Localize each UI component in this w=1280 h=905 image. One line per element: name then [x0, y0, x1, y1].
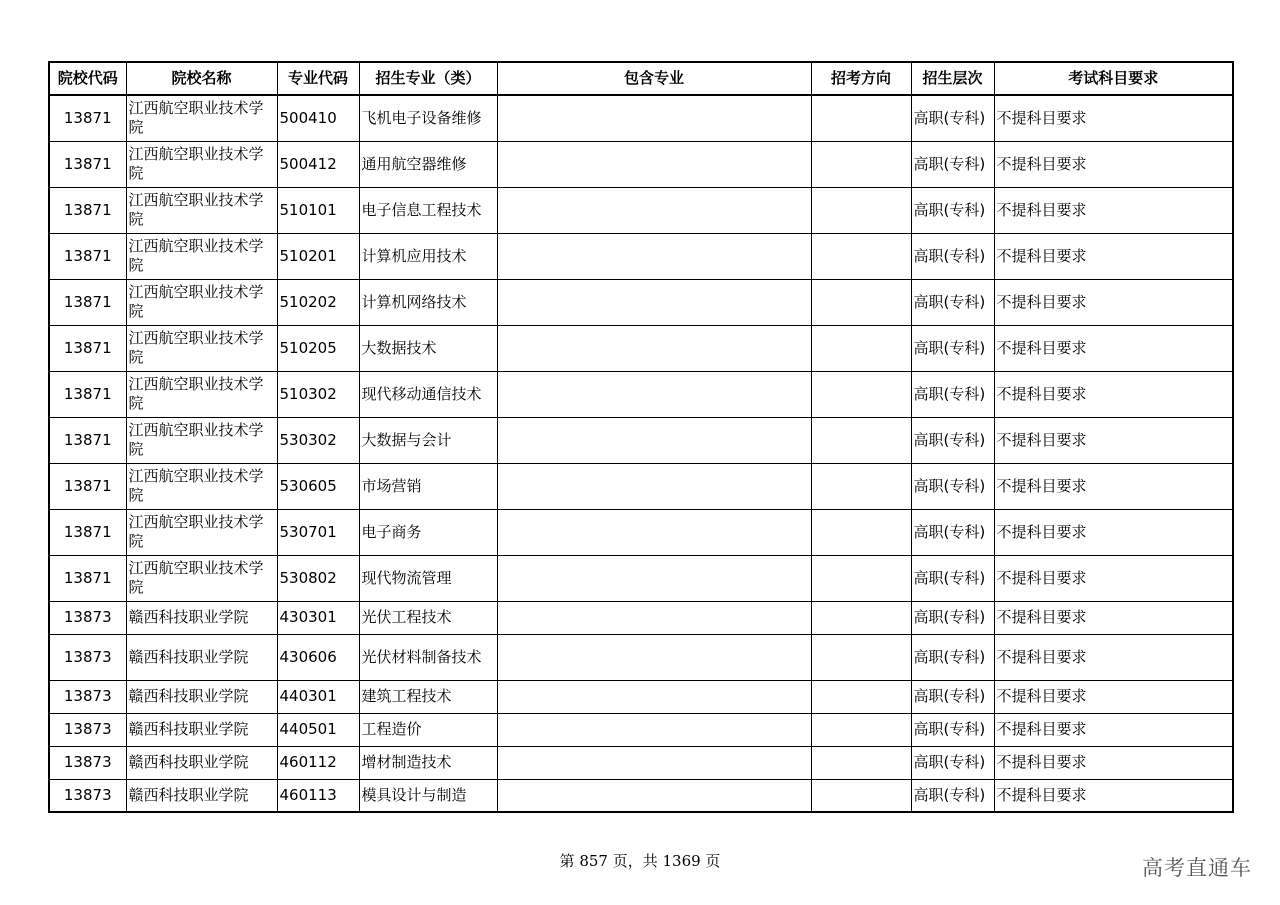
included-majors-cell [497, 325, 811, 371]
table-row [49, 680, 1233, 713]
included-majors-cell [497, 634, 811, 680]
level-cell: 高职(专科) [911, 463, 994, 509]
school-code-cell: 13871 [49, 463, 126, 509]
major-code-cell: 460113 [277, 779, 359, 812]
major-cell: 电子商务 [359, 509, 497, 555]
direction-cell [811, 463, 911, 509]
school-name-cell: 江西航空职业技术学院 [126, 325, 277, 371]
included-majors-cell [497, 187, 811, 233]
school-code-cell: 13871 [49, 95, 126, 141]
level-cell: 高职(专科) [911, 371, 994, 417]
requirement-cell: 不提科目要求 [994, 141, 1233, 187]
included-majors-cell [497, 746, 811, 779]
included-majors-cell [497, 509, 811, 555]
school-code-cell: 13871 [49, 141, 126, 187]
school-code-cell: 13871 [49, 233, 126, 279]
major-code-cell: 510201 [277, 233, 359, 279]
requirement-cell: 不提科目要求 [994, 325, 1233, 371]
requirement-cell: 不提科目要求 [994, 779, 1233, 812]
major-cell: 光伏工程技术 [359, 601, 497, 634]
included-majors-cell [497, 141, 811, 187]
level-cell: 高职(专科) [911, 95, 994, 141]
header-direction: 招考方向 [811, 62, 911, 95]
level-cell: 高职(专科) [911, 325, 994, 371]
table-row [49, 279, 1233, 325]
direction-cell [811, 187, 911, 233]
major-code-cell: 510205 [277, 325, 359, 371]
direction-cell [811, 371, 911, 417]
school-code-cell: 13873 [49, 779, 126, 812]
school-code-cell: 13873 [49, 680, 126, 713]
requirement-cell: 不提科目要求 [994, 746, 1233, 779]
requirement-cell: 不提科目要求 [994, 509, 1233, 555]
school-name-cell: 江西航空职业技术学院 [126, 279, 277, 325]
school-code-cell: 13873 [49, 713, 126, 746]
school-name-cell: 赣西科技职业学院 [126, 601, 277, 634]
requirement-cell: 不提科目要求 [994, 713, 1233, 746]
school-code-cell: 13871 [49, 325, 126, 371]
major-cell: 市场营销 [359, 463, 497, 509]
major-code-cell: 500412 [277, 141, 359, 187]
included-majors-cell [497, 601, 811, 634]
direction-cell [811, 779, 911, 812]
level-cell: 高职(专科) [911, 746, 994, 779]
table-row [49, 634, 1233, 680]
included-majors-cell [497, 779, 811, 812]
major-cell: 计算机网络技术 [359, 279, 497, 325]
school-code-cell: 13873 [49, 601, 126, 634]
requirement-cell: 不提科目要求 [994, 371, 1233, 417]
table-row [49, 463, 1233, 509]
table-row [49, 95, 1233, 141]
direction-cell [811, 325, 911, 371]
direction-cell [811, 634, 911, 680]
level-cell: 高职(专科) [911, 680, 994, 713]
direction-cell [811, 601, 911, 634]
school-code-cell: 13871 [49, 279, 126, 325]
included-majors-cell [497, 463, 811, 509]
major-cell: 大数据技术 [359, 325, 497, 371]
header-major-code: 专业代码 [277, 62, 359, 95]
header-row [49, 62, 1233, 95]
table-row [49, 746, 1233, 779]
major-cell: 飞机电子设备维修 [359, 95, 497, 141]
major-code-cell: 510101 [277, 187, 359, 233]
major-code-cell: 530701 [277, 509, 359, 555]
level-cell: 高职(专科) [911, 187, 994, 233]
direction-cell [811, 680, 911, 713]
major-code-cell: 530605 [277, 463, 359, 509]
requirement-cell: 不提科目要求 [994, 187, 1233, 233]
table-row [49, 555, 1233, 601]
major-cell: 增材制造技术 [359, 746, 497, 779]
direction-cell [811, 279, 911, 325]
direction-cell [811, 713, 911, 746]
requirement-cell: 不提科目要求 [994, 95, 1233, 141]
header-school-code: 院校代码 [49, 62, 126, 95]
major-code-cell: 440501 [277, 713, 359, 746]
direction-cell [811, 555, 911, 601]
included-majors-cell [497, 279, 811, 325]
included-majors-cell [497, 233, 811, 279]
school-name-cell: 江西航空职业技术学院 [126, 371, 277, 417]
major-code-cell: 510202 [277, 279, 359, 325]
school-name-cell: 江西航空职业技术学院 [126, 417, 277, 463]
major-cell: 大数据与会计 [359, 417, 497, 463]
school-code-cell: 13871 [49, 417, 126, 463]
table-row [49, 233, 1233, 279]
school-code-cell: 13871 [49, 509, 126, 555]
school-code-cell: 13873 [49, 746, 126, 779]
level-cell: 高职(专科) [911, 634, 994, 680]
school-name-cell: 赣西科技职业学院 [126, 713, 277, 746]
school-name-cell: 江西航空职业技术学院 [126, 187, 277, 233]
school-name-cell: 赣西科技职业学院 [126, 680, 277, 713]
direction-cell [811, 95, 911, 141]
level-cell: 高职(专科) [911, 233, 994, 279]
requirement-cell: 不提科目要求 [994, 279, 1233, 325]
level-cell: 高职(专科) [911, 279, 994, 325]
school-name-cell: 赣西科技职业学院 [126, 779, 277, 812]
header-school-name: 院校名称 [126, 62, 277, 95]
page-number: 第 857 页，共 1369 页 [559, 852, 721, 870]
requirement-cell: 不提科目要求 [994, 233, 1233, 279]
major-code-cell: 530302 [277, 417, 359, 463]
header-major: 招生专业（类） [359, 62, 497, 95]
table-row [49, 601, 1233, 634]
school-name-cell: 江西航空职业技术学院 [126, 509, 277, 555]
table-row [49, 371, 1233, 417]
requirement-cell: 不提科目要求 [994, 463, 1233, 509]
header-requirement: 考试科目要求 [994, 62, 1233, 95]
school-code-cell: 13873 [49, 634, 126, 680]
major-code-cell: 500410 [277, 95, 359, 141]
direction-cell [811, 233, 911, 279]
school-name-cell: 赣西科技职业学院 [126, 746, 277, 779]
included-majors-cell [497, 555, 811, 601]
major-code-cell: 430606 [277, 634, 359, 680]
direction-cell [811, 417, 911, 463]
level-cell: 高职(专科) [911, 555, 994, 601]
school-name-cell: 江西航空职业技术学院 [126, 555, 277, 601]
school-code-cell: 13871 [49, 555, 126, 601]
level-cell: 高职(专科) [911, 417, 994, 463]
level-cell: 高职(专科) [911, 141, 994, 187]
school-code-cell: 13871 [49, 371, 126, 417]
watermark: 高考直通车 [1142, 856, 1252, 880]
header-included-majors: 包含专业 [497, 62, 811, 95]
major-cell: 电子信息工程技术 [359, 187, 497, 233]
level-cell: 高职(专科) [911, 509, 994, 555]
major-cell: 现代移动通信技术 [359, 371, 497, 417]
school-name-cell: 江西航空职业技术学院 [126, 95, 277, 141]
level-cell: 高职(专科) [911, 713, 994, 746]
school-name-cell: 江西航空职业技术学院 [126, 233, 277, 279]
requirement-cell: 不提科目要求 [994, 555, 1233, 601]
major-cell: 光伏材料制备技术 [359, 634, 497, 680]
included-majors-cell [497, 713, 811, 746]
major-code-cell: 440301 [277, 680, 359, 713]
requirement-cell: 不提科目要求 [994, 680, 1233, 713]
table-row [49, 325, 1233, 371]
school-name-cell: 赣西科技职业学院 [126, 634, 277, 680]
direction-cell [811, 509, 911, 555]
school-name-cell: 江西航空职业技术学院 [126, 141, 277, 187]
included-majors-cell [497, 417, 811, 463]
requirement-cell: 不提科目要求 [994, 417, 1233, 463]
school-name-cell: 江西航空职业技术学院 [126, 463, 277, 509]
requirement-cell: 不提科目要求 [994, 601, 1233, 634]
table-row [49, 509, 1233, 555]
major-cell: 工程造价 [359, 713, 497, 746]
major-cell: 现代物流管理 [359, 555, 497, 601]
major-cell: 模具设计与制造 [359, 779, 497, 812]
included-majors-cell [497, 95, 811, 141]
included-majors-cell [497, 680, 811, 713]
level-cell: 高职(专科) [911, 779, 994, 812]
included-majors-cell [497, 371, 811, 417]
table-row [49, 713, 1233, 746]
major-code-cell: 510302 [277, 371, 359, 417]
major-code-cell: 530802 [277, 555, 359, 601]
header-level: 招生层次 [911, 62, 994, 95]
direction-cell [811, 746, 911, 779]
requirement-cell: 不提科目要求 [994, 634, 1233, 680]
major-code-cell: 460112 [277, 746, 359, 779]
major-code-cell: 430301 [277, 601, 359, 634]
major-cell: 建筑工程技术 [359, 680, 497, 713]
direction-cell [811, 141, 911, 187]
admissions-table [48, 61, 1234, 813]
table-row [49, 187, 1233, 233]
major-cell: 计算机应用技术 [359, 233, 497, 279]
level-cell: 高职(专科) [911, 601, 994, 634]
table-row [49, 141, 1233, 187]
school-code-cell: 13871 [49, 187, 126, 233]
table-row [49, 779, 1233, 812]
major-cell: 通用航空器维修 [359, 141, 497, 187]
table-row [49, 417, 1233, 463]
